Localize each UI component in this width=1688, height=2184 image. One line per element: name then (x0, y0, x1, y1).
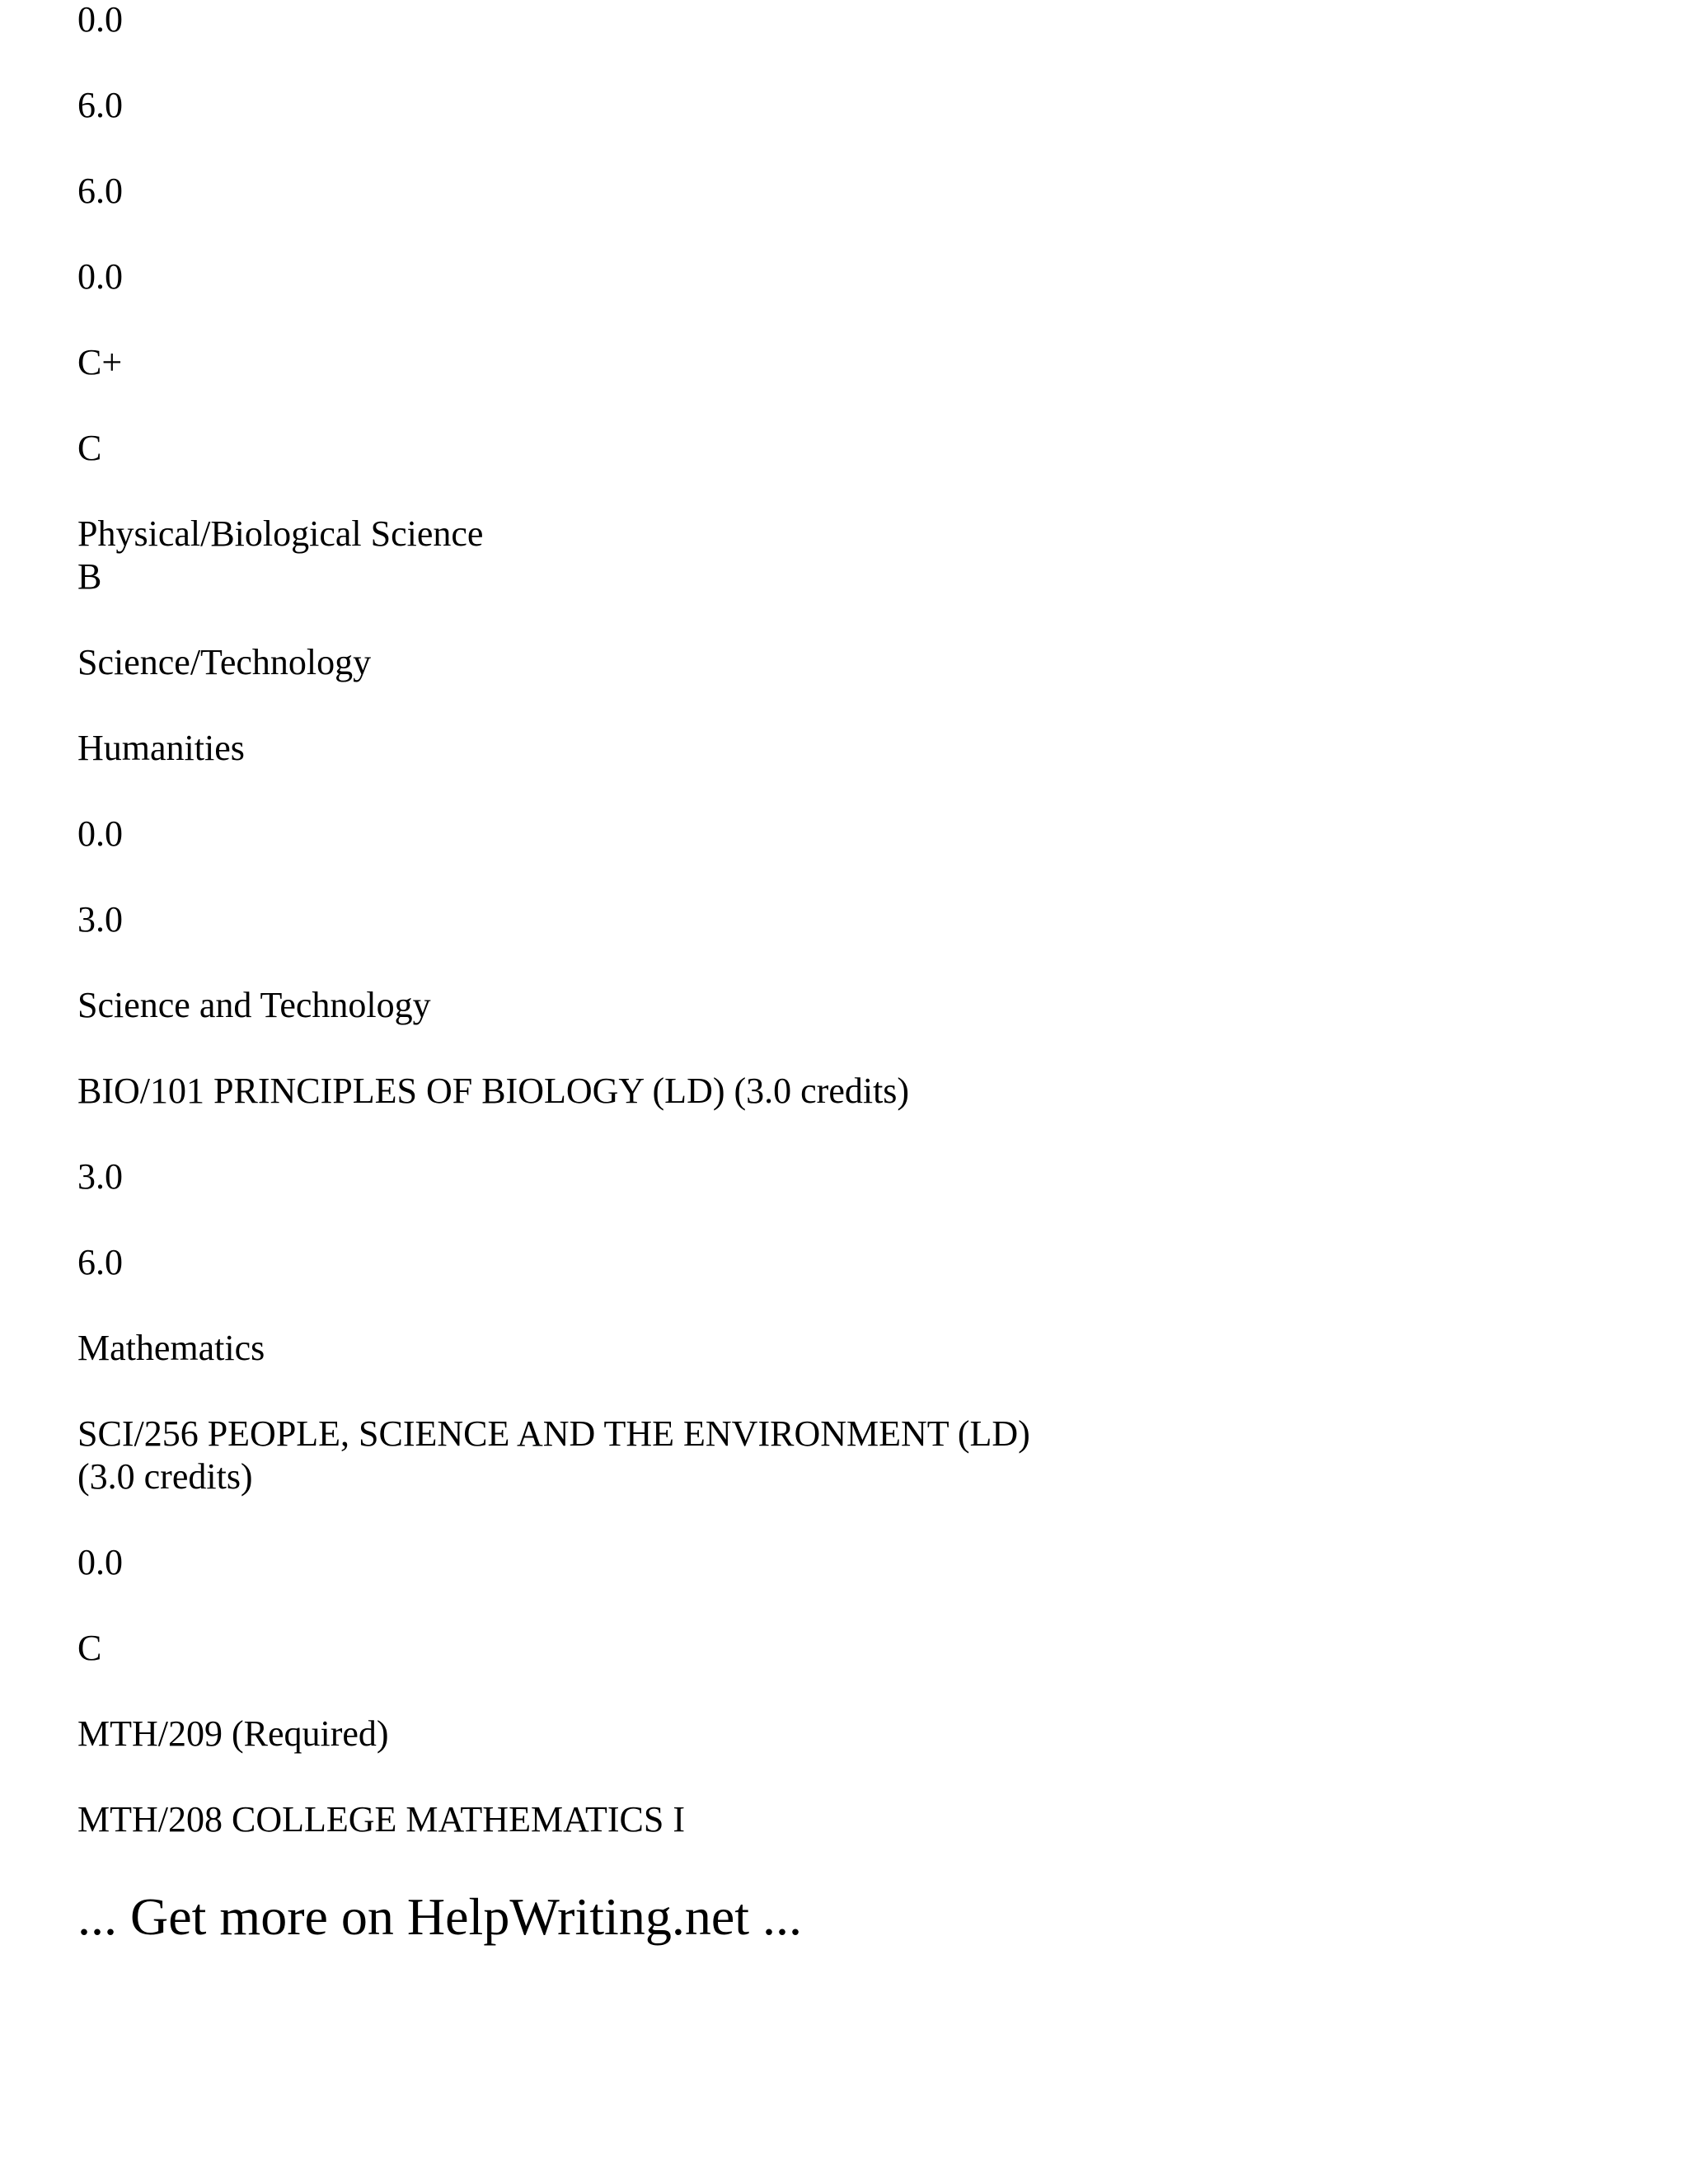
text-line: Science/Technology (77, 642, 372, 682)
text-line: 0.0 (77, 813, 123, 854)
text-line: 3.0 (77, 1156, 123, 1197)
text-line: SCI/256 PEOPLE, SCIENCE AND THE ENVIRONMENT (LD) (77, 1413, 1030, 1454)
text-line: Mathematics (77, 1328, 265, 1368)
text-line: C (77, 1628, 102, 1668)
text-line: 0.0 (77, 256, 123, 297)
text-line: 6.0 (77, 171, 123, 211)
text-line: 3.0 (77, 899, 123, 940)
text-line: Science and Technology (77, 985, 431, 1025)
text-line: MTH/208 COLLEGE MATHEMATICS I (77, 1799, 685, 1840)
text-line: MTH/209 (Required) (77, 1713, 389, 1754)
text-line: 6.0 (77, 1242, 123, 1282)
text-line: C (77, 428, 102, 468)
text-line: Physical/Biological Science (77, 513, 484, 554)
text-line: 0.0 (77, 0, 123, 40)
footer-promo-text: ... Get more on HelpWriting.net ... (77, 1887, 802, 1946)
text-line: B (77, 556, 102, 597)
text-line: BIO/101 PRINCIPLES OF BIOLOGY (LD) (3.0 credits) (77, 1071, 910, 1111)
text-line: C+ (77, 342, 123, 382)
text-line: Humanities (77, 728, 245, 768)
text-line: 6.0 (77, 85, 123, 125)
text-line: (3.0 credits) (77, 1456, 253, 1497)
text-line: 0.0 (77, 1542, 123, 1582)
